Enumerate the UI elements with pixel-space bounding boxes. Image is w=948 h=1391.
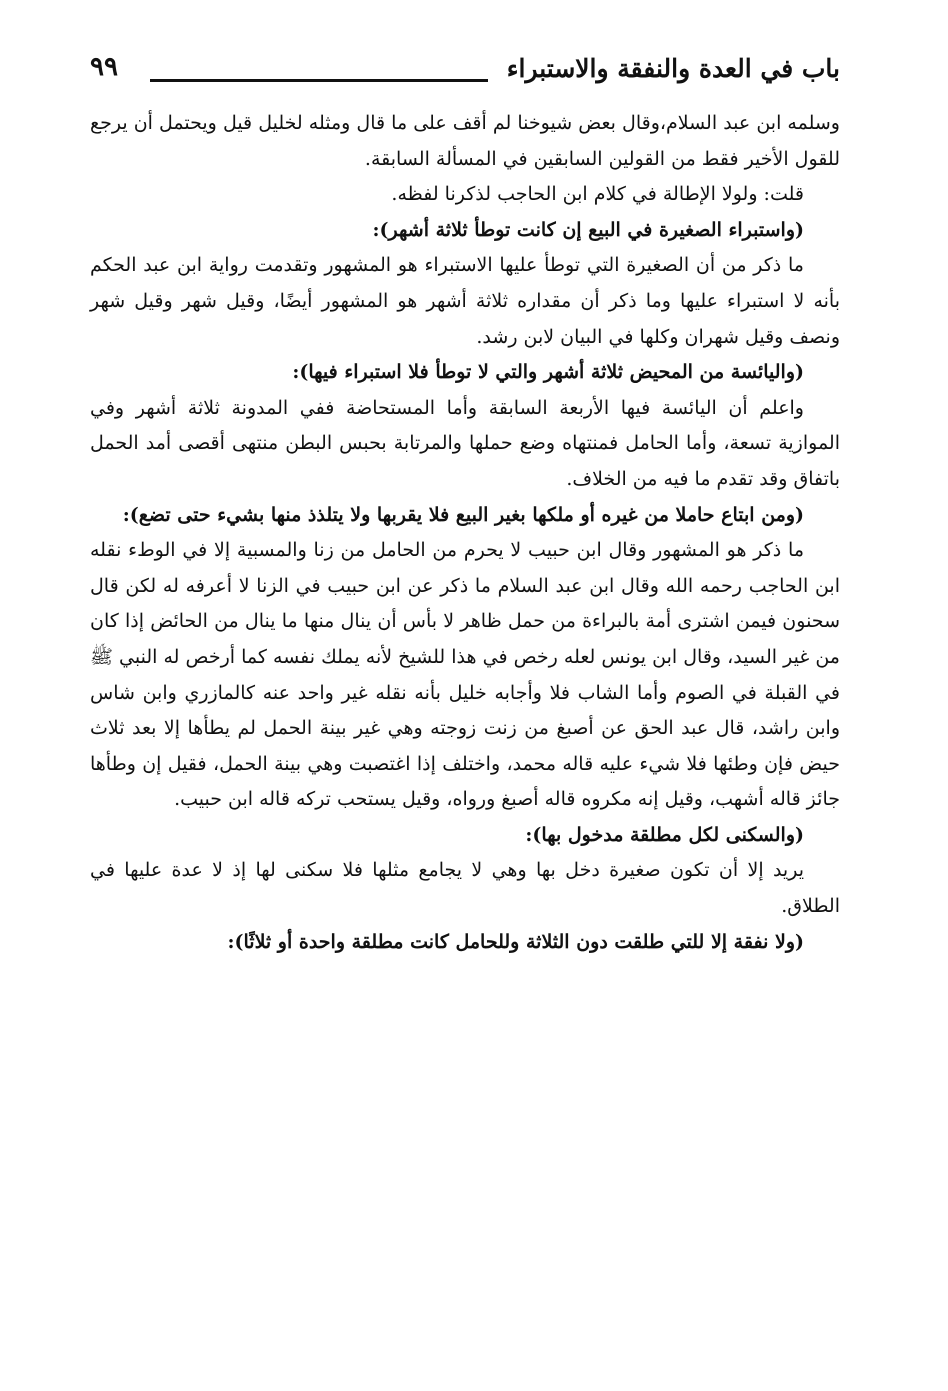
section-heading: (واستبراء الصغيرة في البيع إن كانت توطأ ثلاثة أشهر): [372,218,804,241]
page-number: ٩٩ [90,52,118,82]
page-header [90,52,840,92]
section-heading: (والسكنى لكل مطلقة مدخول بها): [525,823,804,846]
paragraph: قلت: ولولا الإطالة في كلام ابن الحاجب لذكرنا لفظه. [391,183,804,206]
paragraph: ما ذكر هو المشهور وقال ابن حبيب لا يحرم من الحامل من زنا والمسبية إلا في الوطء نقله ابن الحاجب رحمه الله وقال ابن عبد السلام ما ذكر عن ابن حبيب في الزنا لا أعرفه له لكن قال سحنون فيمن اشترى أمة بالبراءة من حمل ظاهر لا بأس أن ينال منها ما ينال من الحائض إذا كان من غير السيد، وقال ابن يونس لعله رخص في هذا للشيخ لأنه يملك نفسه كما أرخص له النبي ﷺ في القبلة في الصوم وأما الشاب فلا وأجابه خليل بأنه نقله غير واحد عنه كالمازري وابن شاس وابن راشد، قال عبد الحق عن أصبغ من زنت زوجته وهي غير بينة الحمل لم يطأها إلا بعد ثلاث حيض فإن وطئها فلا شيء عليه قاله محمد، واختلف إذا اغتصبت وهي بينة الحمل، فقيل إن وطأها جائز قاله أشهب، وقيل إنه مكروه قاله أصبغ ورواه، وقيل يستحب تركه قاله ابن حبيب. [90,539,840,811]
section-heading: (واليائسة من المحيض ثلاثة أشهر والتي لا توطأ فلا استبراء فيها): [292,361,804,384]
paragraph: يريد إلا أن تكون صغيرة دخل بها وهي لا يجامع مثلها فلا سكنى لها إذ لا عدة عليها في الطلاق. [90,859,840,918]
page-body [90,106,840,960]
section-heading: (ولا نفقة إلا للتي طلقت دون الثلاثة وللحامل كانت مطلقة واحدة أو ثلاثًا): [227,930,804,953]
paragraph: واعلم أن اليائسة فيها الأربعة السابقة وأما المستحاضة ففي المدونة ثلاثة أشهر وفي الموازية تسعة، وأما الحامل فمنتهاه وضع حملها والمرتابة بحبس البطن منتهى أقصى أمد الحمل باتفاق وقد تقدم ما فيه من الخلاف. [90,396,840,490]
section-heading: (ومن ابتاع حاملا من غيره أو ملكها بغير البيع فلا يقربها ولا يتلذذ منها بشيء حتى تضع): [122,503,804,526]
paragraph: ما ذكر من أن الصغيرة التي توطأ عليها الاستبراء هو المشهور وتقدمت رواية ابن عبد الحكم بأنه لا استبراء عليها وما ذكر أن مقداره ثلاثة أشهر هو المشهور أيضًا، وقيل شهر وقيل شهر ونصف وقيل شهران وكلها في البيان لابن رشد. [90,254,840,348]
paragraph: وسلمه ابن عبد السلام،وقال بعض شيوخنا لم أقف على ما قال ومثله لخليل قيل ويحتمل أن يرجع للقول الأخير فقط من القولين السابقين في المسألة السابقة. [90,112,840,170]
header-rule [150,79,488,82]
chapter-title: باب في العدة والنفقة والاستبراء [506,54,840,83]
